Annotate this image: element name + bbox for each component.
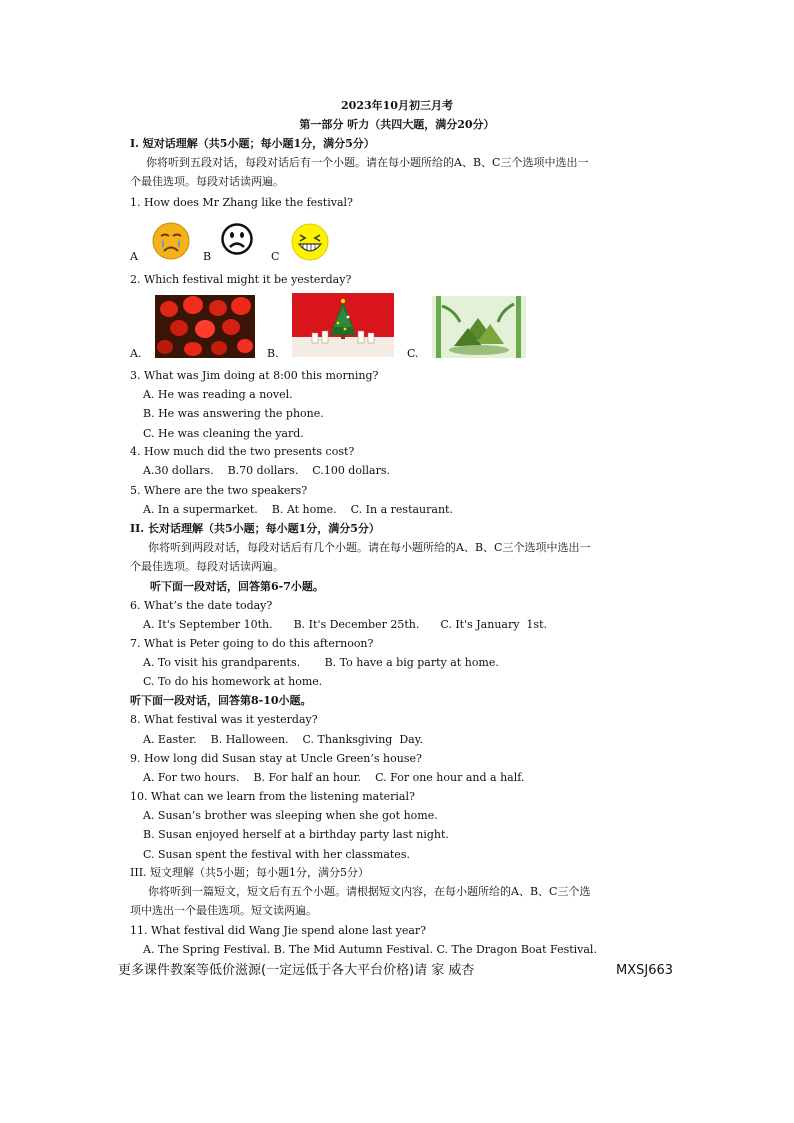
part-title: 第一部分 听力（共四大题，满分20分）	[299, 118, 495, 131]
question-11: 11. What festival did Wang Jie spend alone last year?	[130, 924, 427, 937]
question-8: 8. What festival was it yesterday?	[130, 713, 318, 726]
section2-instruction: 你将听到两段对话，每段对话后有几个小题。请在每小题所给的A、B、C三个选项中选出一	[148, 541, 591, 554]
q5-options: A. In a supermarket. B. At home. C. In a restaurant.	[143, 503, 453, 516]
q10-option-b: B. Susan enjoyed herself at a birthday party last night.	[143, 828, 449, 841]
christmas-tree-image	[292, 293, 394, 357]
footer-code: MXSJ663	[616, 963, 674, 978]
section3-heading: III. 短文理解（共5小题；每小题1分，满分5分）	[130, 866, 370, 879]
q2-option-b-label: B.	[267, 347, 279, 360]
zongzi-image	[432, 296, 526, 358]
q1-option-a-label: A	[130, 250, 138, 263]
question-5: 5. Where are the two speakers?	[130, 484, 308, 497]
section1-instruction: 你将听到五段对话，每段对话后有一个小题。请在每小题所给的A、B、C三个选项中选出一	[146, 156, 589, 169]
grinning-face-icon	[290, 222, 330, 262]
crying-face-icon	[150, 221, 192, 261]
q9-options: A. For two hours. B. For half an hour. C. For one hour and a half.	[143, 771, 525, 784]
dialogue1-instruction: 听下面一段对话，回答第6-7小题。	[150, 580, 324, 593]
q7-options-ab: A. To visit his grandparents. B. To have a big party at home.	[143, 656, 499, 669]
dialogue2-instruction: 听下面一段对话，回答第8-10小题。	[130, 694, 312, 707]
q7-option-c: C. To do his homework at home.	[143, 675, 323, 688]
exam-title: 2023年10月初三月考	[341, 99, 453, 112]
question-9: 9. How long did Susan stay at Uncle Green’s house?	[130, 752, 422, 765]
q8-options: A. Easter. B. Halloween. C. Thanksgiving Day.	[143, 733, 423, 746]
q3-option-a: A. He was reading a novel.	[143, 388, 293, 401]
section1-instruction-cont: 个最佳选项。每段对话读两遍。	[130, 175, 284, 188]
question-2: 2. Which festival might it be yesterday?	[130, 273, 352, 286]
section2-heading: II. 长对话理解（共5小题；每小题1分，满分5分）	[130, 522, 380, 535]
q6-options: A. It's September 10th. B. It's December 25th. C. It's January 1st.	[143, 618, 547, 631]
q3-option-b: B. He was answering the phone.	[143, 407, 324, 420]
question-3: 3. What was Jim doing at 8:00 this morning?	[130, 369, 379, 382]
section1-heading: I. 短对话理解（共5小题；每小题1分，满分5分）	[130, 137, 375, 150]
question-7: 7. What is Peter going to do this afternoon?	[130, 637, 374, 650]
q2-option-a-label: A.	[130, 347, 142, 360]
q3-option-c: C. He was cleaning the yard.	[143, 427, 304, 440]
q11-options: A. The Spring Festival. B. The Mid Autumn Festival. C. The Dragon Boat Festival.	[143, 943, 597, 956]
question-4: 4. How much did the two presents cost?	[130, 445, 355, 458]
question-1: 1. How does Mr Zhang like the festival?	[130, 196, 353, 209]
sad-face-icon	[220, 222, 254, 256]
q2-option-c-label: C.	[407, 347, 419, 360]
question-10: 10. What can we learn from the listening material?	[130, 790, 415, 803]
section3-instruction: 你将听到一篇短文，短文后有五个小题。请根据短文内容，在每小题所给的A、B、C三个选	[148, 885, 591, 898]
section2-instruction-cont: 个最佳选项。每段对话读两遍。	[130, 560, 284, 573]
q10-option-c: C. Susan spent the festival with her classmates.	[143, 848, 410, 861]
q4-options: A.30 dollars. B.70 dollars. C.100 dollars.	[143, 464, 390, 477]
q1-option-b-label: B	[203, 250, 212, 263]
q1-option-c-label: C	[271, 250, 280, 263]
red-lanterns-image	[155, 295, 255, 358]
footer-promo-text: 更多课件教案等低价滋源(一定远低于各大平台价格)请 家 威杏	[118, 963, 475, 978]
section3-instruction-cont: 项中选出一个最佳选项。短文读两遍。	[130, 904, 317, 917]
q10-option-a: A. Susan’s brother was sleeping when she got home.	[143, 809, 438, 822]
question-6: 6. What’s the date today?	[130, 599, 273, 612]
